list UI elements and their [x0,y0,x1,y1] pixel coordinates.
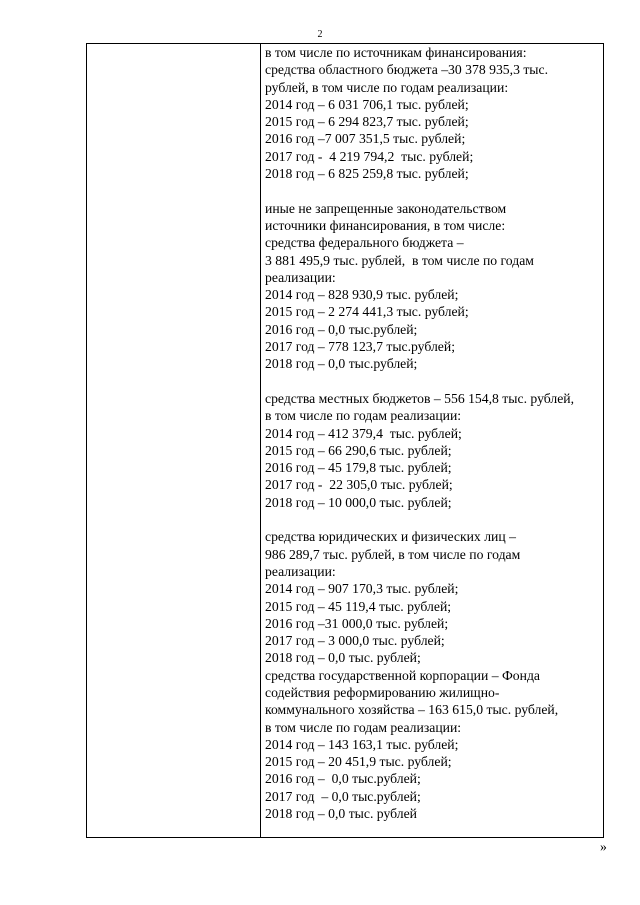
text-line: 2015 год – 45 119,4 тыс. рублей; [265,598,452,614]
text-line: содействия реформированию жилищно- [265,684,500,700]
text-line: 2014 год – 412 379,4 тыс. рублей; [265,425,462,441]
text-line: в том числе по годам реализации: [265,408,462,424]
text-line: реализации: [265,269,336,285]
text-line: 2015 год – 20 451,9 тыс. рублей; [265,754,452,770]
text-line: в том числе по годам реализации: [265,719,462,735]
text-line: 2016 год –7 007 351,5 тыс. рублей; [265,131,466,147]
text-line: 2014 год – 907 170,3 тыс. рублей; [265,581,459,597]
text-line: 2015 год – 6 294 823,7 тыс. рублей; [265,114,469,130]
text-line: 2017 год – 0,0 тыс.рублей; [265,788,421,804]
text-line: средства юридических и физических лиц – [265,529,516,545]
text-line: 2015 год – 2 274 441,3 тыс. рублей; [265,304,469,320]
text-line: 2018 год – 6 825 259,8 тыс. рублей; [265,166,469,182]
text-line: средства местных бюджетов – 556 154,8 тыс. рублей, [265,390,575,406]
text-line: рублей, в том числе по годам реализации: [265,79,509,95]
text-line: 2018 год – 0,0 тыс. рублей; [265,650,421,666]
text-line: 2018 год – 0,0 тыс. рублей [265,806,417,822]
text-line: 3 881 495,9 тыс. рублей, в том числе по годам [265,252,534,268]
closing-quote: » [600,839,607,854]
text-line: 2017 год - 4 219 794,2 тыс. рублей; [265,148,474,164]
text-line [265,182,601,199]
text-line: средства государственной корпорации – Фонда [265,667,540,683]
text-line: 2017 год – 778 123,7 тыс.рублей; [265,339,455,355]
text-line: 2014 год – 143 163,1 тыс. рублей; [265,736,459,752]
financing-text-cell [265,44,601,822]
text-line: иные не запрещенные законодательством [265,200,507,216]
text-line [265,511,601,528]
text-line: 2015 год – 66 290,6 тыс. рублей; [265,442,452,458]
page-number: 2 [317,29,323,40]
text-line: 2018 год – 0,0 тыс.рублей; [265,356,418,372]
text-line: 986 289,7 тыс. рублей, в том числе по годам [265,546,521,562]
text-line: 2017 год – 3 000,0 тыс. рублей; [265,633,445,649]
text-line: средства областного бюджета –30 378 935,3 тыс. [265,62,549,78]
column-divider [260,43,261,838]
text-line: реализации: [265,563,336,579]
text-line: коммунального хозяйства – 163 615,0 тыс. рублей, [265,702,559,718]
text-line: источники финансирования, в том числе: [265,217,506,233]
text-line: 2016 год – 0,0 тыс.рублей; [265,321,418,337]
text-line [265,373,601,390]
text-line: в том числе по источникам финансирования: [265,45,527,60]
text-line: 2016 год –31 000,0 тыс. рублей; [265,615,449,631]
text-line: 2016 год – 45 179,8 тыс. рублей; [265,460,452,476]
text-line: 2014 год – 828 930,9 тыс. рублей; [265,287,459,303]
text-line: средства федерального бюджета – [265,235,464,251]
text-line: 2018 год – 10 000,0 тыс. рублей; [265,494,452,510]
text-line: 2017 год - 22 305,0 тыс. рублей; [265,477,453,493]
text-line: 2016 год – 0,0 тыс.рублей; [265,771,421,787]
text-line: 2014 год – 6 031 706,1 тыс. рублей; [265,96,469,112]
